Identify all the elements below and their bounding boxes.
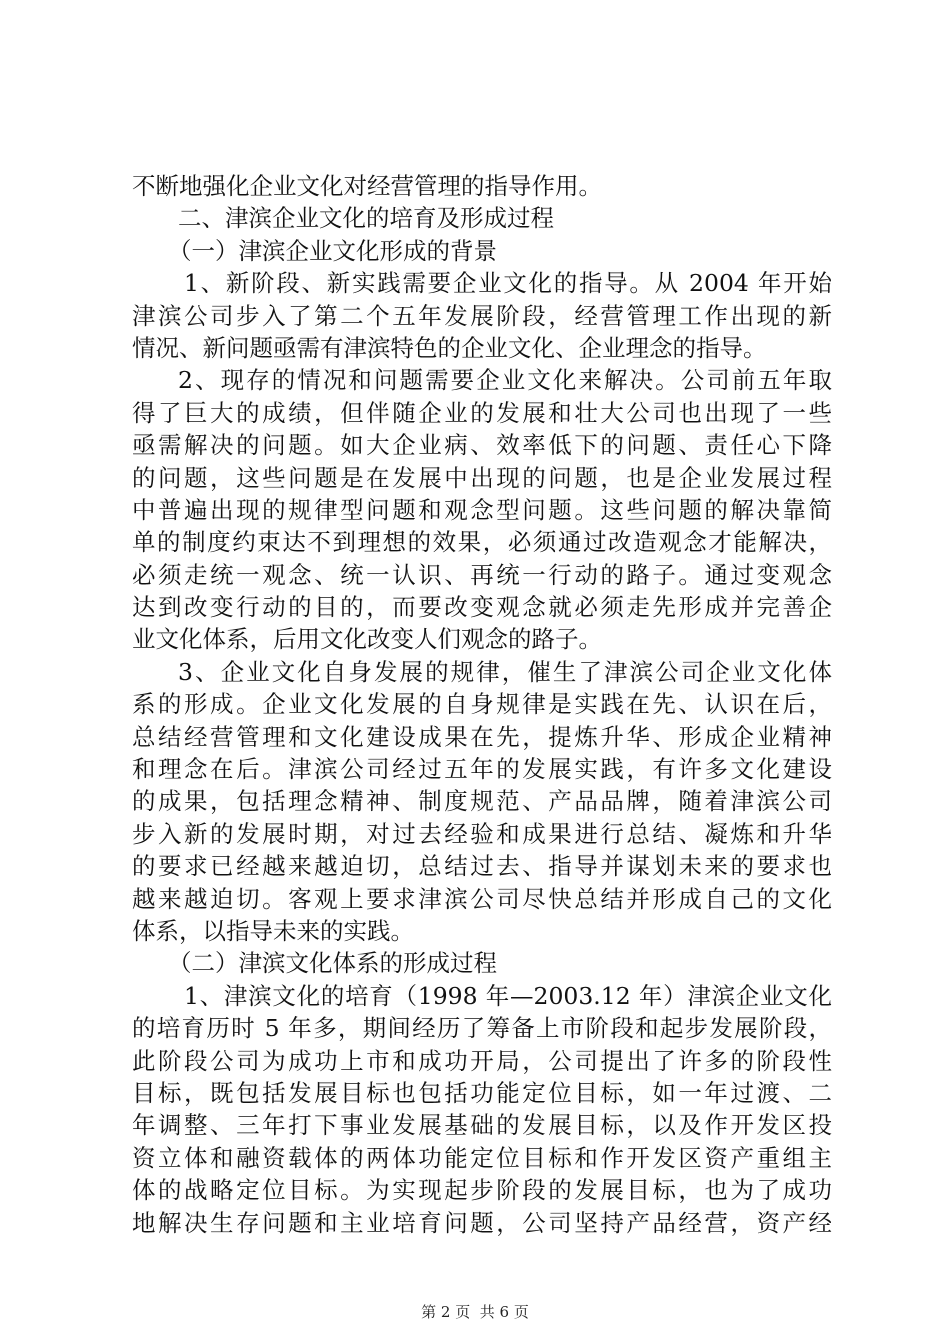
text-line: 步入新的发展时期，对过去经验和成果进行总结、凝炼和升华 <box>132 819 832 848</box>
text-line: 单的制度约束达不到理想的效果，必须通过改造观念才能解决， <box>132 528 832 557</box>
text-line: （一）津滨企业文化形成的背景 <box>168 236 497 265</box>
text-line: 2、现存的情况和问题需要企业文化来解决。公司前五年取 <box>178 366 832 395</box>
text-line: 情况、新问题亟需有津滨特色的企业文化、企业理念的指导。 <box>132 333 767 362</box>
text-line: 越来越迫切。客观上要求津滨公司尽快总结并形成自己的文化 <box>132 884 832 913</box>
text-line: 总结经营管理和文化建设成果在先，提炼升华、形成企业精神 <box>132 722 832 751</box>
text-line: 此阶段公司为成功上市和成功开局，公司提出了许多的阶段性 <box>132 1046 832 1075</box>
text-line: 津滨公司步入了第二个五年发展阶段，经营管理工作出现的新 <box>132 301 832 330</box>
text-line: 的成果，包括理念精神、制度规范、产品品牌，随着津滨公司 <box>132 787 832 816</box>
text-line: 中普遍出现的规律型问题和观念型问题。这些问题的解决靠简 <box>132 495 832 524</box>
text-line: 的要求已经越来越迫切，总结过去、指导并谋划未来的要求也 <box>132 852 832 881</box>
text-line: 达到改变行动的目的，而要改变观念就必须走先形成并完善企 <box>132 593 832 622</box>
text-line: 1、新阶段、新实践需要企业文化的指导。从 2004 年开始 <box>184 269 832 298</box>
text-line: 和理念在后。津滨公司经过五年的发展实践，有许多文化建设 <box>132 755 832 784</box>
text-line: 得了巨大的成绩，但伴随企业的发展和壮大公司也出现了一些 <box>132 398 832 427</box>
text-line: 地解决生存问题和主业培育问题，公司坚持产品经营，资产经 <box>132 1208 832 1237</box>
text-line: 资立体和融资载体的两体功能定位目标和作开发区资产重组主 <box>132 1143 832 1172</box>
text-line: 目标，既包括发展目标也包括功能定位目标，如一年过渡、二 <box>132 1078 832 1107</box>
text-line: 不断地强化企业文化对经营管理的指导作用。 <box>132 172 602 200</box>
text-line: 体的战略定位目标。为实现起步阶段的发展目标，也为了成功 <box>132 1176 832 1205</box>
text-line: 3、企业文化自身发展的规律，催生了津滨公司企业文化体 <box>178 657 832 686</box>
text-line: （二）津滨文化体系的形成过程 <box>168 949 497 978</box>
text-line: 业文化体系，后用文化改变人们观念的路子。 <box>132 625 602 654</box>
text-line: 系的形成。企业文化发展的自身规律是实践在先、认识在后， <box>132 690 832 719</box>
text-line: 二、津滨企业文化的培育及形成过程 <box>178 204 554 233</box>
document-body <box>132 170 832 1239</box>
text-line: 年调整、三年打下事业发展基础的发展目标，以及作开发区投 <box>132 1111 832 1140</box>
text-line: 的问题，这些问题是在发展中出现的问题，也是企业发展过程 <box>132 463 832 492</box>
text-line: 体系，以指导未来的实践。 <box>132 916 414 945</box>
page-footer <box>0 1301 950 1322</box>
text-line: 的培育历时 5 年多，期间经历了筹备上市阶段和起步发展阶段， <box>132 1014 832 1043</box>
page-number-label: 第 2 页 共 6 页 <box>421 1303 529 1321</box>
text-line: 亟需解决的问题。如大企业病、效率低下的问题、责任心下降 <box>132 431 832 460</box>
text-line: 必须走统一观念、统一认识、再统一行动的路子。通过变观念 <box>132 560 832 589</box>
text-line: 1、津滨文化的培育（1998 年—2003.12 年）津滨企业文化 <box>184 981 832 1010</box>
